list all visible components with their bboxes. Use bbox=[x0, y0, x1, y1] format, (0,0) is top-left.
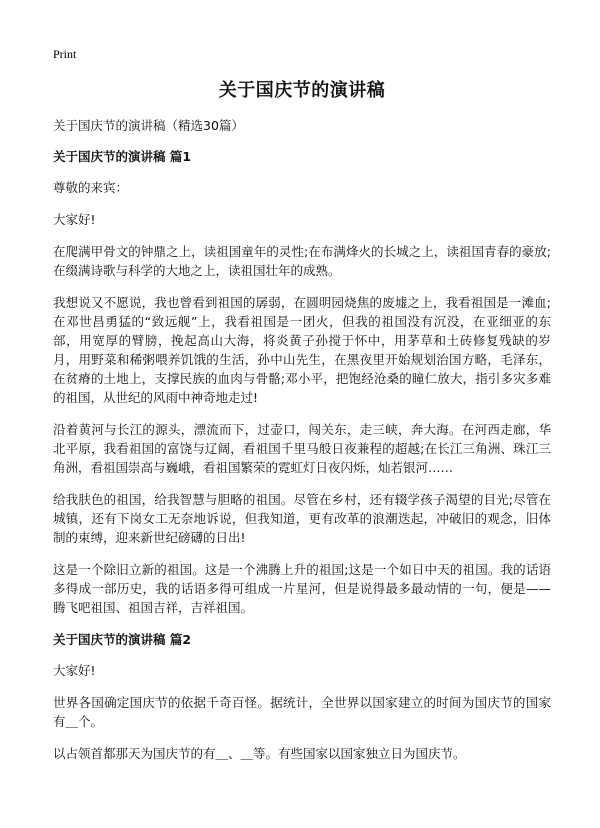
paragraph: 大家好! bbox=[53, 663, 96, 678]
section-heading: 关于国庆节的演讲稿 篇2 bbox=[53, 632, 192, 647]
paragraph: 以占领首都那天为国庆节的有＿、＿等。有些国家以国家独立日为国庆节。 bbox=[53, 746, 466, 761]
paragraph: 给我肤色的祖国，给我智慧与胆略的祖国。尽管在乡村，还有辍学孩子渴望的目光;尽管在城镇，还有下岗女工无奈地诉说，但我知道，更有改革的浪潮迭起，冲破旧的观念，旧体制的束缚，迎来新世纪磅礴的日出! bbox=[53, 492, 551, 545]
paragraph: 尊敬的来宾： bbox=[53, 180, 129, 195]
paragraph: 这是一个除旧立新的祖国。这是一个沸腾上升的祖国;这是一个如日中天的祖国。我的话语多得成一部历史，我的话语多得可组成一片星河，但是说得最多最动情的一句，便是——腾飞吧祖国、祖国吉祥，吉祥祖国。 bbox=[53, 562, 551, 615]
paragraph: 沿着黄河与长江的源头，漂流而下，过壶口，闯关东，走三峡，奔大海。在河西走廊，华北平原，我看祖国的富饶与辽阔，看祖国千里马般日夜兼程的超越;在长江三角洲、珠江三角洲，看祖国崇高与巍峨，看祖国繁荣的霓虹灯日夜闪烁，灿若银河…… bbox=[53, 422, 551, 475]
print-link[interactable]: Print bbox=[53, 47, 77, 61]
section-2 bbox=[53, 630, 551, 763]
page-title: 关于国庆节的演讲稿 bbox=[218, 80, 386, 101]
document-body bbox=[53, 76, 551, 776]
section-1 bbox=[53, 147, 551, 617]
document-subtitle: 关于国庆节的演讲稿（精选30篇） bbox=[53, 118, 244, 133]
paragraph: 大家好! bbox=[53, 212, 96, 227]
paragraph: 世界各国确定国庆节的依据千奇百怪。据统计，全世界以国家建立的时间为国庆节的国家有＿个。 bbox=[53, 695, 551, 729]
paragraph: 我想说又不愿说，我也曾看到祖国的孱弱，在圆明园烧焦的废墟之上，我看祖国是一滩血;在邓世昌勇猛的“致远舰”上，我看祖国是一团火，但我的祖国没有沉没，在亚细亚的东部，用宽厚的臂膀，挽起高山大海，将炎黄子孙搅于怀中，用茅草和土砖修复残缺的岁月，用野菜和稀粥喂养饥饿的生活，孙中山先生，在黑夜里开始规划治国方略，毛泽东，在贫瘠的土地上，支撑民族的血肉与骨骼;邓小平，把饱经沧桑的瞳仁放大，指引多灾多难的祖国，从世纪的风雨中神奇地走过! bbox=[53, 295, 551, 405]
section-heading: 关于国庆节的演讲稿 篇1 bbox=[53, 149, 192, 164]
paragraph: 在爬满甲骨文的钟鼎之上，读祖国童年的灵性;在布满烽火的长城之上，读祖国青春的豪放;在缀满诗歌与科学的大地之上，读祖国壮年的成熟。 bbox=[53, 244, 551, 278]
